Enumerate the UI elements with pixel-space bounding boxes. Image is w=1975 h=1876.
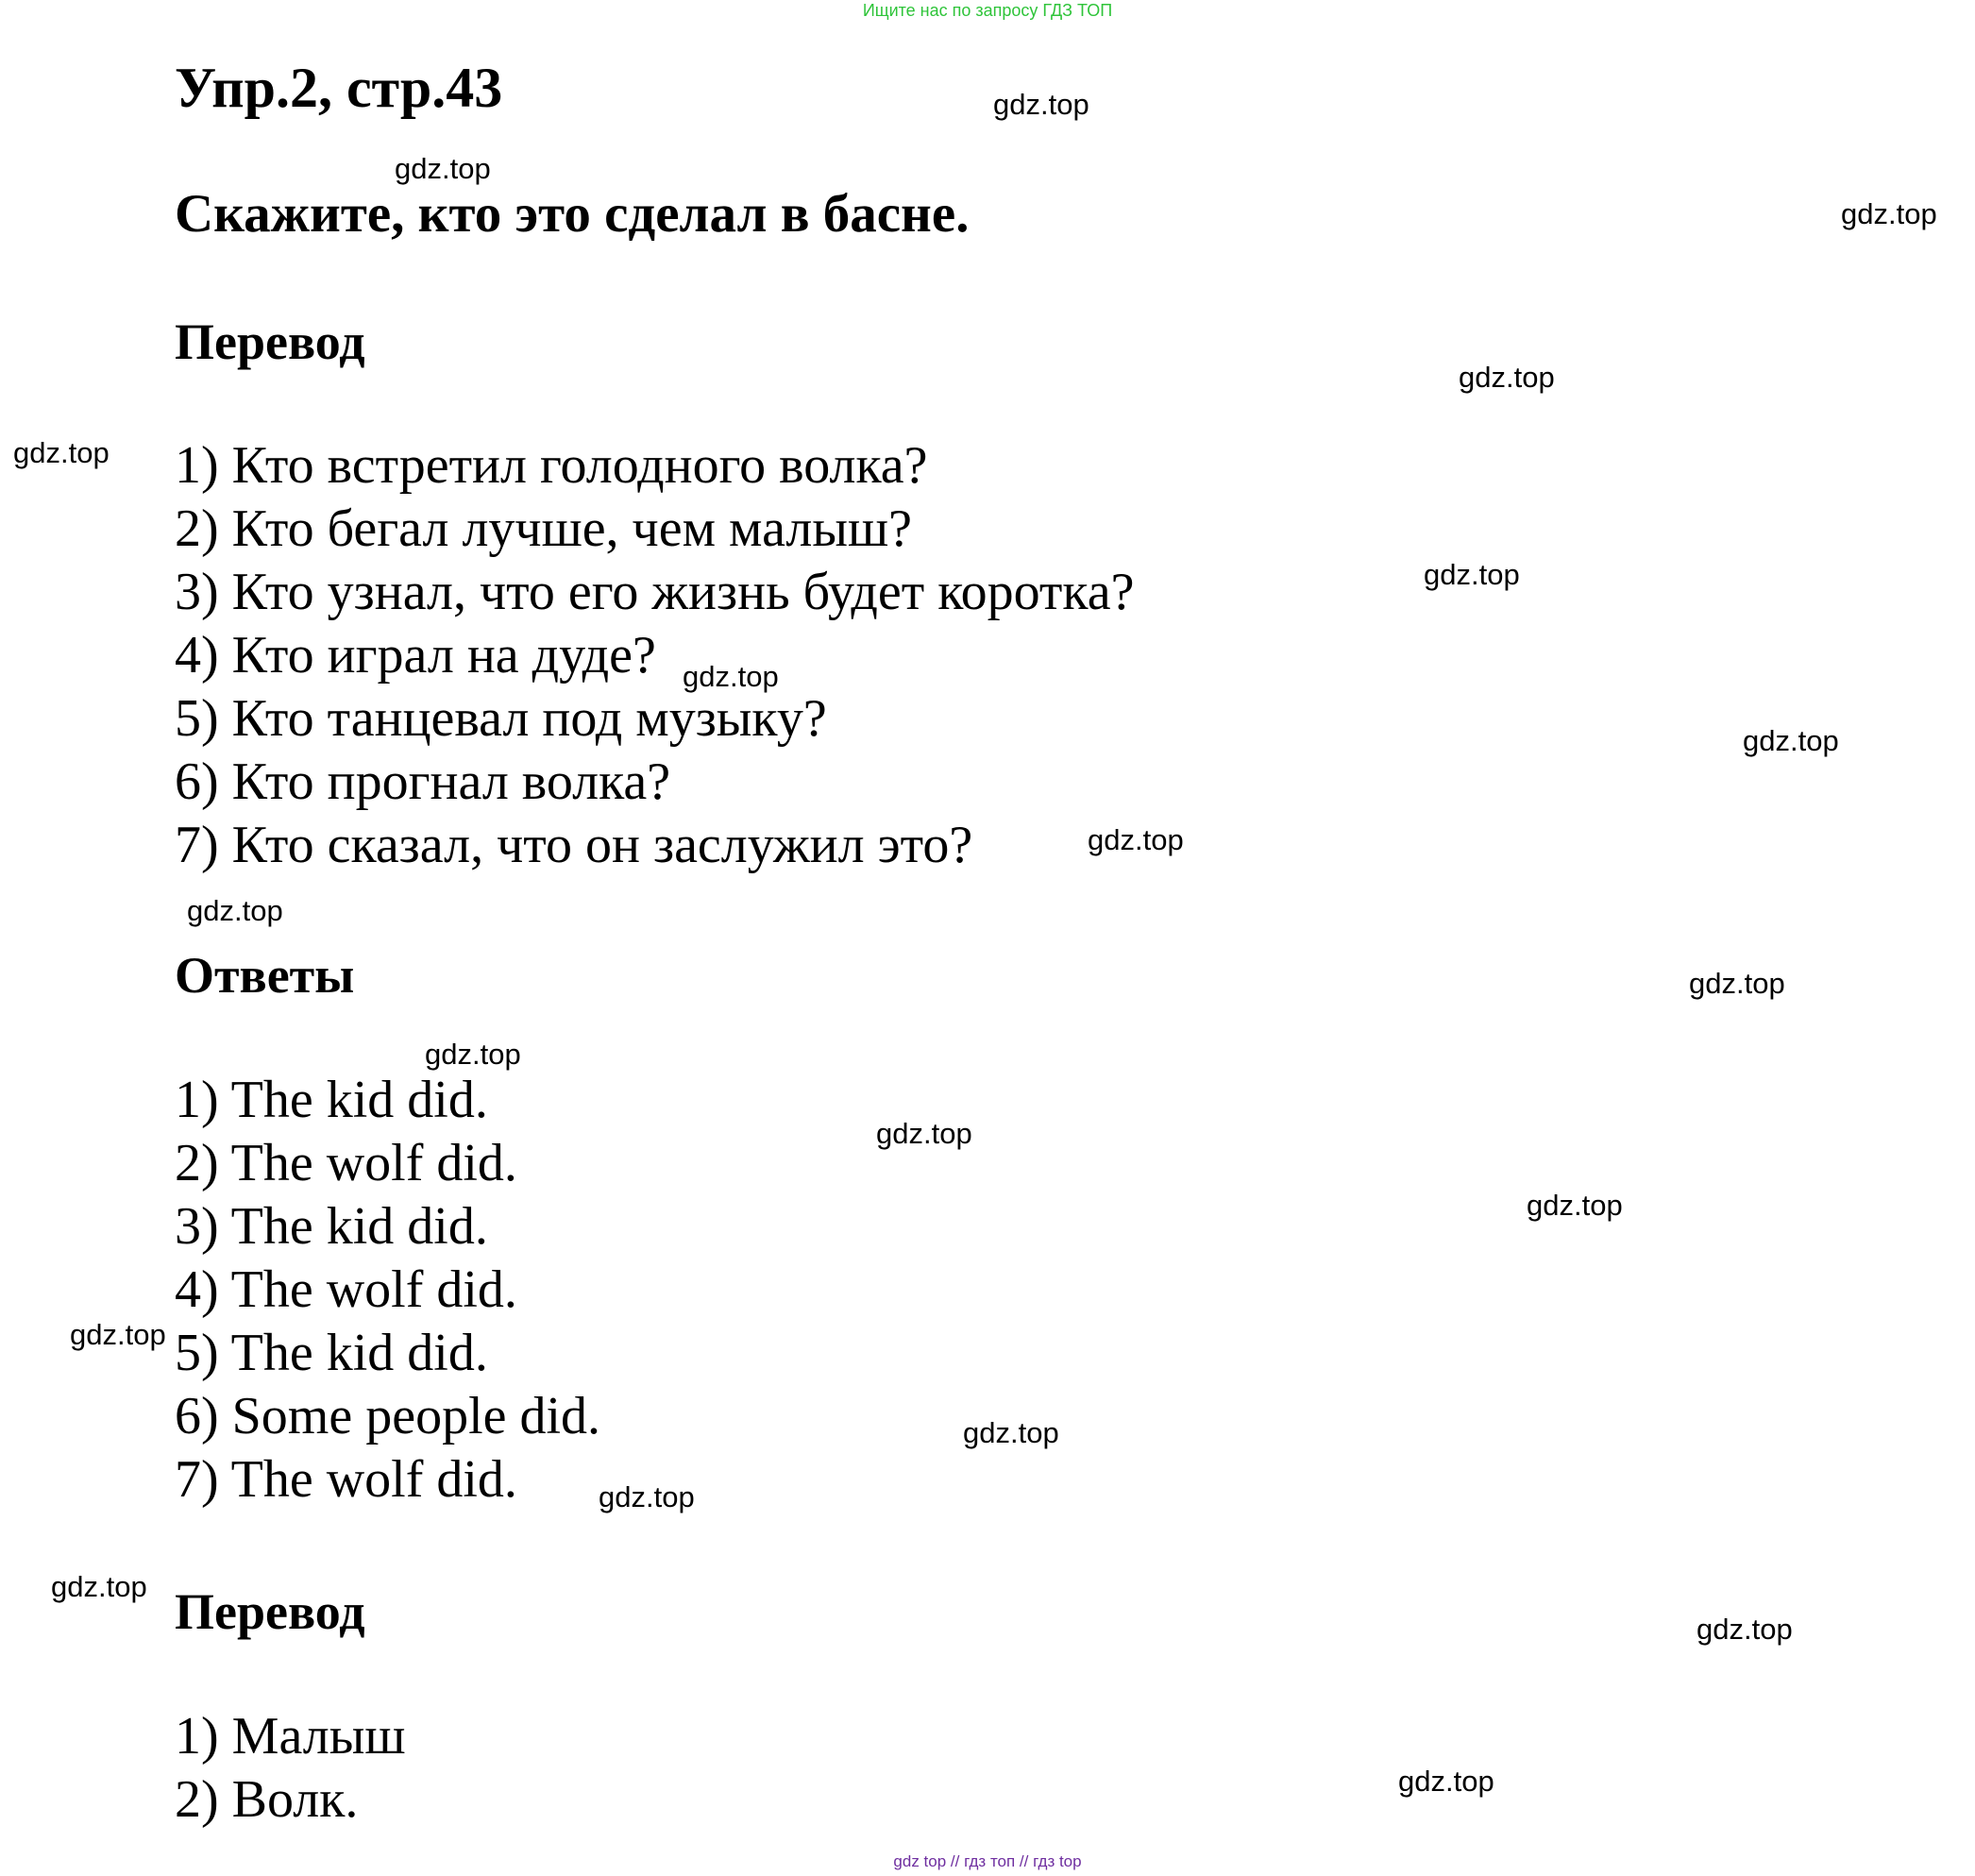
watermark-text: gdz.top — [1841, 197, 1937, 230]
watermark-text: gdz.top — [1424, 558, 1520, 591]
watermark-text: gdz.top — [187, 894, 283, 927]
watermark-text: gdz.top — [1459, 361, 1555, 394]
watermark-text: gdz.top — [1689, 967, 1785, 1000]
list-item: 1) Кто встретил голодного волка? — [175, 436, 928, 495]
watermark-text: gdz.top — [683, 660, 779, 693]
watermark-text: gdz.top — [51, 1570, 147, 1603]
list-item: 5) Кто танцевал под музыку? — [175, 689, 827, 748]
list-item: 7) The wolf did. — [175, 1450, 517, 1509]
watermark-text: gdz.top — [1696, 1613, 1793, 1646]
watermark-text: gdz.top — [993, 88, 1089, 121]
watermark-text: gdz.top — [425, 1038, 521, 1071]
list-item: 2) Кто бегал лучше, чем малыш? — [175, 499, 912, 558]
list-item: 2) The wolf did. — [175, 1134, 517, 1192]
list-item: 3) Кто узнал, что его жизнь будет коротка? — [175, 563, 1135, 621]
list-item: 6) Кто прогнал волка? — [175, 752, 671, 811]
exercise-title: Упр.2, стр.43 — [175, 57, 503, 119]
list-item: 2) Волк. — [175, 1770, 359, 1829]
list-item: 6) Some people did. — [175, 1387, 601, 1445]
list-item: 7) Кто сказал, что он заслужил это? — [175, 816, 973, 874]
watermark-text: gdz.top — [1088, 823, 1184, 856]
watermark-text: gdz.top — [1398, 1765, 1494, 1798]
watermark-text: gdz.top — [599, 1480, 695, 1513]
answers-list — [175, 1069, 600, 1512]
watermark-text: gdz.top — [395, 152, 491, 185]
list-item: 5) The kid did. — [175, 1324, 488, 1382]
list-item: 4) The wolf did. — [175, 1260, 517, 1319]
list-item: 3) The kid did. — [175, 1197, 488, 1256]
top-banner: Ищите нас по запросу ГДЗ ТОП — [862, 1, 1113, 20]
list-item: 1) Малыш — [175, 1707, 406, 1766]
translation-heading-1: Перевод — [175, 313, 365, 370]
watermark-text: gdz.top — [1743, 724, 1839, 757]
translation-list-1 — [175, 434, 1134, 877]
list-item: 4) Кто играл на дуде? — [175, 626, 656, 684]
list-item: 1) The kid did. — [175, 1071, 488, 1129]
watermark-text: gdz.top — [963, 1416, 1059, 1449]
watermark-text: gdz.top — [876, 1117, 972, 1150]
exercise-task: Скажите, кто это сделал в басне. — [175, 184, 970, 244]
watermark-text: gdz.top — [1527, 1189, 1623, 1222]
watermark-text: gdz.top — [70, 1318, 166, 1351]
answers-heading: Ответы — [175, 947, 355, 1004]
translation-list-2 — [175, 1705, 405, 1832]
footer-links: gdz top // гдз топ // гдз top — [893, 1852, 1082, 1870]
watermark-text: gdz.top — [13, 436, 110, 469]
translation-heading-2: Перевод — [175, 1583, 365, 1640]
